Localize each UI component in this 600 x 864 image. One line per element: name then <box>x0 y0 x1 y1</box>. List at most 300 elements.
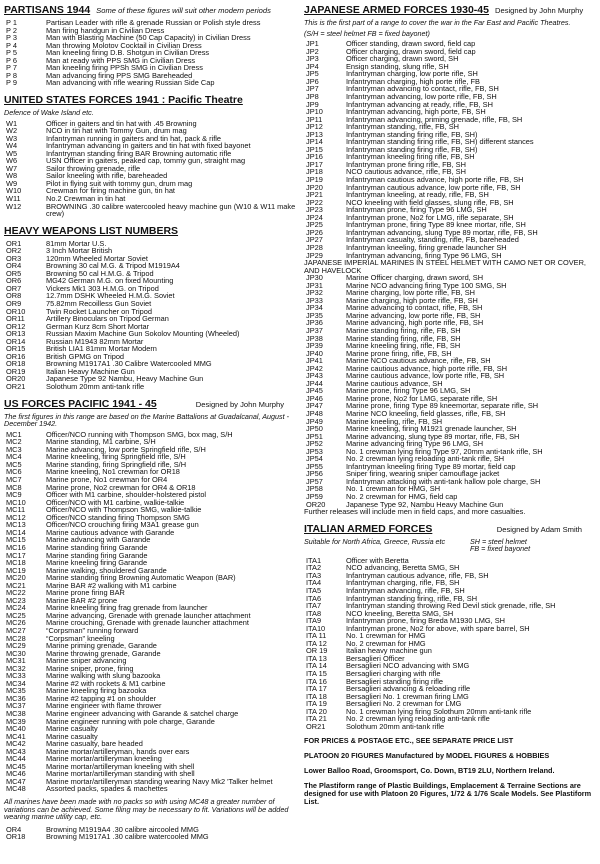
item-code: JP59 <box>306 492 323 501</box>
item-description: Marine standing firing, rifle, FB, SH <box>346 333 461 343</box>
item-description: Infantryman advancing, firing Type 96 LMG, SH <box>346 250 502 260</box>
item-description: Solothum 20mm anti-tank rifle <box>46 382 145 392</box>
item-code: JP46 <box>306 393 323 403</box>
item-description: Italian Heavy Machine Gun <box>46 366 135 376</box>
item-description: Marine prone, No2 crewman for OR4 & OR18 <box>46 482 196 492</box>
item-code: MC21 <box>6 580 26 590</box>
item-description: MG42 German M.G. on fixed Mounting <box>46 276 174 286</box>
item-code: MC9 <box>6 490 22 500</box>
item-code: OR9 <box>6 299 22 308</box>
item-description: Marine kneeling firing frag grenade from launcher <box>46 603 208 613</box>
item-description: Man at ready with PPS SMG in Civilian Dress <box>46 55 196 65</box>
item-code: JP16 <box>306 152 323 162</box>
item-code: P 4 <box>6 40 17 50</box>
item-description: Marine mortar/artilleryman kneeling <box>46 754 162 764</box>
item-code: MC31 <box>6 656 26 666</box>
item-description: Marine casualty <box>46 724 98 734</box>
item-description: Marine prone firing, rifle, FB, SH <box>346 348 452 358</box>
item-code: W10 <box>6 186 22 196</box>
item-description: Marine standing firing Browning Automatic Weapon (BAR) <box>46 573 236 583</box>
item-description: 81mm Mortar U.S. <box>46 238 107 248</box>
item-description: Vickers Mk1 303 H.M.G. on Tripod <box>46 283 159 293</box>
item-description: Infantryman standing firing rifle, FB, SH) <box>346 129 478 139</box>
item-code: OR2 <box>6 246 22 256</box>
item-code: OR4 <box>6 261 22 271</box>
item-description: Infantryman kneeling firing Type 89 mortar, field cap <box>346 461 516 471</box>
item-description: Infantryman kneeling firing rifle, FB, SH <box>346 152 475 162</box>
item-code: MC27 <box>6 625 26 635</box>
item-code: ITA 16 <box>306 676 327 686</box>
item-code: OR3 <box>6 253 22 263</box>
item-description: Marine charging, high porte rifle, FB, SH <box>346 295 478 305</box>
item-code: JP19 <box>306 175 323 185</box>
item-description: Infantryman advancing to contact, rifle, FB, SH <box>346 84 499 94</box>
item-code: MC17 <box>6 550 26 560</box>
section-header <box>304 523 596 535</box>
item-description: Bersaglieri No. 2 crewman for LMG <box>346 699 462 709</box>
item-code: JP55 <box>306 461 323 471</box>
item-code: MC3 <box>6 444 22 454</box>
item-description: Artillery Binoculars on Tripod German <box>46 314 169 324</box>
item-code: JP50 <box>306 424 323 434</box>
item-description: Infantryman advancing, priming grenade, rifle, FB, SH <box>346 114 523 124</box>
item-code: ITA4 <box>306 578 322 588</box>
item-description: Marine advancing with Garande <box>46 535 151 545</box>
designer-credit: Designed by John Murphy <box>494 6 584 15</box>
item-code: ITA 14 <box>306 661 327 671</box>
item-description: Bersaglieri Officer <box>346 653 405 663</box>
item-description: Infantryman cautious advance, high porte rifle, FB, SH <box>346 175 524 185</box>
item-description: 12.7mm DSHK Wheeled H.M.G. Soviet <box>46 291 175 301</box>
item-code: MC43 <box>6 746 26 756</box>
item-description: Marine advancing, high porte rifle, FB, SH <box>346 318 484 328</box>
item-description: Assorted packs, spades & machettes <box>46 784 168 794</box>
item-code: MC30 <box>6 648 26 658</box>
item-description: Infantryman advancing, high porte, FB, SH <box>346 107 486 117</box>
item-description: Marine kneeling, firing Springfield rifle, S/H <box>46 452 186 462</box>
item-code: MC39 <box>6 716 26 726</box>
item-code: JP14 <box>306 137 323 147</box>
footer-line: Lower Balloo Road, Groomsport, Co. Down, BT19 2LU, Northern Ireland. <box>304 766 555 776</box>
item-description: No. 1 crewman for HMG, SH <box>346 484 441 494</box>
item-description: Marine kneeling, rifle, FB, SH <box>346 416 443 426</box>
item-description: Infantryman kneeling, firing grenade launcher SH <box>346 242 507 252</box>
item-description: Ensign standing, slung rifle, SH <box>346 61 449 71</box>
item-description: Officer/NCO standing firing Thompson SMG <box>46 512 190 522</box>
item-code: JP42 <box>306 363 323 373</box>
item-code: JP37 <box>306 325 323 335</box>
item-description: Marine cautious advance with Garande <box>46 527 175 537</box>
item-code: JP44 <box>306 378 323 388</box>
section-header <box>4 225 298 237</box>
left-column <box>4 4 298 848</box>
item-description: Officer in gaiters and tin hat with .45 Browning <box>46 118 197 128</box>
item-code: W7 <box>6 163 18 173</box>
item-description: Marine advancing, low porte Springfield rifle, S/H <box>46 444 206 454</box>
item-description: Marine charging, low porte rifle, FB, SH <box>346 288 475 298</box>
item-description: Marine walking, shouldered Garande <box>46 565 167 575</box>
subsection-heading: JAPANESE IMPERIAL MARINES IN STEEL HELMET WITH CAMO NET OR COVER, AND HAVELOCK <box>304 258 586 275</box>
item-code: ITA9 <box>306 616 322 626</box>
item-code: W5 <box>6 148 18 158</box>
item-code: W11 <box>6 193 21 203</box>
item-code: OR7 <box>6 283 22 293</box>
item-description: Officer standing, drawn sword, field cap <box>346 39 476 49</box>
section-note: Further releases will include men in field caps, and more casualties. <box>304 507 526 517</box>
item-code: W8 <box>6 171 18 181</box>
item-code: ITA 13 <box>306 653 327 663</box>
item-code: P 6 <box>6 55 17 65</box>
item-description: Officer/NCO with Thompson SMG, walkie-talkie <box>46 505 202 515</box>
item-code: P 9 <box>6 78 17 88</box>
item-description: Marine advancing, low porte rifle, FB, SH <box>346 310 481 320</box>
designer-credit: Designed by John Murphy <box>195 399 284 409</box>
item-description: No. 2 crewman lying reloading anti-tank rifle, SH <box>346 454 505 464</box>
item-code: JP36 <box>306 318 323 328</box>
item-code: MC38 <box>6 708 26 718</box>
item-description: Infantryman casualty, standing, rifle, FB, bareheaded <box>346 235 519 245</box>
item-description: Russian Maxim Machine Gun Sokolov Mounting (Wheeled) <box>46 329 240 339</box>
item-code: MC25 <box>6 610 26 620</box>
item-code: MC10 <box>6 497 26 507</box>
item-code: JP25 <box>306 220 323 230</box>
item-code: MC48 <box>6 784 26 794</box>
item-description: British GPMG on Tripod <box>46 351 125 361</box>
item-code: JP56 <box>306 469 323 479</box>
item-code: MC4 <box>6 452 22 462</box>
item-code: MC15 <box>6 535 26 545</box>
abbr-fb: FB = fixed bayonet <box>470 544 531 554</box>
item-code: OR18 <box>6 832 26 842</box>
item-code: JP15 <box>306 144 323 154</box>
item-code: MC23 <box>6 595 26 605</box>
item-description: Browning M1917A1 .30 Calibre Watercooled MMG <box>46 359 212 369</box>
item-code: ITA2 <box>306 563 322 573</box>
item-description: Infantryman standing firing rifle, FB, SH) different stances <box>346 137 534 147</box>
item-code: JP27 <box>306 235 323 245</box>
item-code: JP24 <box>306 212 323 222</box>
abbr-sh: SH = steel helmet <box>470 536 527 546</box>
item-description: Marine standing firing Garande <box>46 550 148 560</box>
item-code: W2 <box>6 126 18 136</box>
item-code: JP51 <box>306 431 323 441</box>
item-description: Sailor throwing grenade, rifle <box>46 163 141 173</box>
suitability-note: Suitable for North Africa, Greece, Russia etc <box>304 536 446 546</box>
item-description: Infantryman prone, No2 for LMG, rifle separate, SH <box>346 212 514 222</box>
item-code: JP4 <box>306 61 319 71</box>
item-code: OR10 <box>6 306 26 316</box>
item-code: JP10 <box>306 107 323 117</box>
item-code: W12 <box>6 201 22 211</box>
item-description: Infantryman charging, low porte rifle, SH <box>346 69 478 79</box>
item-description: Infantryman advancing, rifle, FB, SH <box>346 586 465 596</box>
item-code: OR1 <box>6 238 22 248</box>
item-code: MC16 <box>6 542 26 552</box>
item-description: Infantryman charging, rifle, FB, SH <box>346 578 460 588</box>
section <box>4 225 298 391</box>
item-code: JP43 <box>306 371 323 381</box>
item-code: P 7 <box>6 63 17 73</box>
item-code: JP32 <box>306 288 323 298</box>
item-description: No. 1 crewman for HMG <box>346 631 426 641</box>
item-code: JP18 <box>306 167 323 177</box>
item-code: MC35 <box>6 686 26 696</box>
item-code: W3 <box>6 133 18 143</box>
item-code: JP23 <box>306 205 323 215</box>
item-description: Infantryman prone, firing Breda M1930 LMG, SH <box>346 616 505 626</box>
item-code: JP7 <box>306 84 319 94</box>
item-code: ITA 17 <box>306 684 327 694</box>
item-code: MC12 <box>6 512 26 522</box>
section-header <box>304 4 596 16</box>
abbreviations <box>470 538 530 553</box>
item-code: MC47 <box>6 776 26 786</box>
item-description: Marine casualty, bare headed <box>46 739 143 749</box>
section <box>304 523 596 731</box>
item-description: Infantryman advancing, slung Type 89 mortar, rifle, FB, SH <box>346 227 538 237</box>
item-code: MC42 <box>6 739 26 749</box>
item-code: ITA 11 <box>306 631 327 641</box>
item-description: Marine Officer charging, drawn sword, SH <box>346 273 484 283</box>
section <box>4 398 298 841</box>
item-code: MC44 <box>6 754 26 764</box>
section-title-note: Some of these figures will suit other modern periods <box>96 6 271 15</box>
item-description: Man advancing with rifle wearing Russian Side Cap <box>46 78 215 88</box>
item-code: ITA 15 <box>306 669 327 679</box>
item-description: Marine standing, firing Springfield rifle, S/H <box>46 459 187 469</box>
item-code: JP35 <box>306 310 323 320</box>
item-description: Partisan Leader with rifle & grenade Russian or Polish style dress <box>46 18 261 27</box>
item-code: ITA10 <box>306 623 326 633</box>
item-code: MC29 <box>6 641 26 651</box>
item-code: ITA 20 <box>306 706 327 716</box>
item-code: ITA 12 <box>306 638 327 648</box>
item-description: Marine engineer with flame thrower <box>46 701 162 711</box>
item-code: OR 19 <box>306 646 328 656</box>
item-description: Marine kneeling firing bazooka <box>46 686 147 696</box>
section-subtitle <box>304 538 596 553</box>
item-description: Bersaglieri standing firing rifle <box>346 676 443 686</box>
section-subtitle: The first figures in this range are based on the Marine Battalions at Guadalcanal, August - December 1942. <box>4 411 289 429</box>
item-code: JP9 <box>306 99 319 109</box>
item-code: JP41 <box>306 356 323 366</box>
item-description: Italian heavy machine gun <box>346 646 432 656</box>
item-description: Marine prone firing BAR <box>46 588 125 598</box>
right-column <box>304 4 596 806</box>
item-description: Marine advancing, Grenade with grenade launcher attachment <box>46 610 251 620</box>
item-description: Infantryman prone, firing Type 96 LMG, SH <box>346 205 487 215</box>
item-description: Marine advancing to contact, rifle, FB, SH <box>346 303 483 313</box>
item-code: JP17 <box>306 159 323 169</box>
item-code: JP20 <box>306 182 323 192</box>
item-description: Bersaglieri No. 1 crewman firing LMG <box>346 691 469 701</box>
item-description: Marine advancing, slung type 89 mortar, rifle, FB, SH <box>346 431 520 441</box>
item-code: P 8 <box>6 70 17 80</box>
section-subtitle: Defence of Wake Island etc. <box>4 107 94 117</box>
item-description: Marine walking with slung bazooka <box>46 671 161 681</box>
item-code: ITA1 <box>306 555 322 565</box>
item-description: Browning M1919A4 .30 calibre aircooled MMG <box>46 824 199 834</box>
item-description: Marine engineer advancing with Garande & satchel charge <box>46 708 239 718</box>
item-description: Bersaglieri NCO advancing with SMG <box>346 661 470 671</box>
item-code: MC28 <box>6 633 26 643</box>
item-description: Infantryman kneeling, at ready, rifle, FB, SH <box>346 190 489 200</box>
item-description: Marine throwing grenade, Garande <box>46 648 161 658</box>
item-code: W4 <box>6 141 18 151</box>
item-description: Marine #2 tapping #1 on shoulder <box>46 693 157 703</box>
item-code: P 1 <box>6 18 17 27</box>
item-code: OR21 <box>306 721 326 731</box>
item-description: Marine kneeling, firing M1921 grenade launcher, SH <box>346 424 517 434</box>
item-code: JP58 <box>306 484 323 494</box>
item-description: Marine sniper advancing <box>46 656 127 666</box>
item-description: Marine kneeling firing Garande <box>46 558 148 568</box>
item-code: JP5 <box>306 69 319 79</box>
section-header <box>4 4 298 16</box>
item-description: Russian M1943 82mm Mortar <box>46 336 144 346</box>
item-code: JP21 <box>306 190 323 200</box>
item-description: Officer charging, drawn sword, field cap <box>346 46 476 56</box>
item-code: ITA3 <box>306 570 322 580</box>
item-code: W1 <box>6 118 18 128</box>
item-description: Marine standing, M1 carbine, S/H <box>46 437 156 447</box>
item-code: JP8 <box>306 92 319 102</box>
section-title: UNITED STATES FORCES 1941 : Pacific Theatre <box>4 93 243 106</box>
item-code: JP57 <box>306 476 323 486</box>
item-description: 3 Inch Mortar British <box>46 246 113 256</box>
item-code: MC26 <box>6 618 26 628</box>
item-description: NCO kneeling with field glasses, slung rifle, FB, SH <box>346 197 514 207</box>
item-description: No. 2 crewman lying reloading anti-tank rifle <box>346 714 490 724</box>
item-description: Japanese Type 92 Nambu, Heavy Machine Gun <box>46 374 204 384</box>
item-description: Marine BAR #2 walking with M1 carbine <box>46 580 177 590</box>
item-description: Browning M1917A1 .30 calibre watercooled MMG <box>46 832 209 842</box>
item-code: OR21 <box>6 382 26 392</box>
item-code: JP45 <box>306 386 323 396</box>
item-code: OR15 <box>6 344 26 354</box>
item-description: Marine engineer running with pole charge, Garande <box>46 716 215 726</box>
item-description: Marine advancing firing Type 96 LMG, SH <box>346 439 484 449</box>
designer-credit: Designed by Adam Smith <box>496 524 582 534</box>
section <box>4 94 298 218</box>
item-code: ITA8 <box>306 608 322 618</box>
item-code: JP29 <box>306 250 323 260</box>
item-code: MC36 <box>6 693 26 703</box>
item-description: Solothum 20mm anti-tank rifle <box>346 721 445 731</box>
item-code: MC1 <box>6 429 22 439</box>
item-code: JP12 <box>306 122 323 132</box>
item-description: USN Officer in gaiters, peaked cap, tommy gun, straight mag <box>46 156 246 166</box>
item-code: ITA 18 <box>306 691 327 701</box>
item-code: JP40 <box>306 348 323 358</box>
item-description: Marine priming grenade, Garande <box>46 641 157 651</box>
item-code: JP11 <box>306 114 323 124</box>
item-code: P 5 <box>6 48 17 58</box>
item-description: Bersaglieri charging with rifle <box>346 669 441 679</box>
item-description: Marine #2 with rockets & M1 carbine <box>46 678 166 688</box>
item-description: Man kneeling firing D.B. Shotgun in Civilian Dress <box>46 48 210 58</box>
item-description: British LIA1 81mm Mortar Modern <box>46 344 157 354</box>
item-description: Marine mortar/artilleryman, hands over ears <box>46 746 190 756</box>
list-item <box>4 383 298 391</box>
item-description: Officer/NCO crouching firing M3A1 grease gun <box>46 520 199 530</box>
item-description: Marine mortar/artilleryman standing with shell <box>46 769 195 779</box>
item-description: Officer/NCO with M1 carbine, walkie-talkie <box>46 497 185 507</box>
section <box>4 4 298 87</box>
item-description: Officer with Beretta <box>346 555 409 565</box>
item-description: Man kneeling firing PPSh SMG in Civilian Dress <box>46 63 203 73</box>
item-description: Officer with M1 carbine, shoulder-holstered pistol <box>46 490 207 500</box>
item-code: MC45 <box>6 761 26 771</box>
section-header <box>4 398 298 410</box>
item-code: ITA 19 <box>306 699 327 709</box>
item-description: Marine standing firing Garande <box>46 542 148 552</box>
section-note: All marines have been made with no packs so with using MC48 a greater number of variations can be achieved. Some filing may be necessary to fit. Variations will be added wearing marine utility cap, etc. <box>4 797 289 822</box>
item-code: JP48 <box>306 408 323 418</box>
item-code: OR6 <box>6 276 22 286</box>
item-code: MC41 <box>6 731 26 741</box>
item-description: Man advancing firing PPS SMG Bareheaded <box>46 70 193 80</box>
section-header <box>4 94 298 106</box>
item-description: Infantryman charging, high porte rifle, FB <box>346 76 480 86</box>
item-code: MC6 <box>6 467 22 477</box>
item-description: Infantryman cautious advance, rifle, FB, SH <box>346 570 489 580</box>
section-title: JAPANESE ARMED FORCES 1930-45 <box>304 4 489 16</box>
item-description: No. 1 crewman lying firing Solothum 20mm anti-tank rifle <box>346 706 532 716</box>
item-code: MC46 <box>6 769 26 779</box>
list-item <box>4 833 298 841</box>
list-item <box>304 723 596 731</box>
item-description: Marine prone, firing Type 96 LMG, SH <box>346 386 471 396</box>
item-description: Marine kneeling firing, rifle, FB, SH <box>346 341 461 351</box>
item-code: JP34 <box>306 303 323 313</box>
item-code: JP33 <box>306 295 323 305</box>
item-description: Infantryman prone, firing Type 89 knee mortar, rifle, SH <box>346 220 526 230</box>
item-description: Officer/NCO running with Thompson SMG, box mag, S/H <box>46 429 233 439</box>
item-description: Infantryman advancing in gaiters and tin hat with fixed bayonet <box>46 141 251 151</box>
section-title: US FORCES PACIFIC 1941 - 45 <box>4 397 157 410</box>
footer-line: The Plastiform range of Plastic Buildings, Emplacement & Terraine Sections are designed for use with Platoon 20 Figures, 1/72 & 1/76 Scale Models. See Plastiform List. <box>304 781 592 807</box>
item-code: JP47 <box>306 401 323 411</box>
item-description: 75.82mm Recoilless Gun Soviet <box>46 299 152 308</box>
item-description: Infantryman standing firing rifle, FB, SH) <box>346 144 478 154</box>
list-item <box>4 79 298 87</box>
item-code: MC19 <box>6 565 26 575</box>
list-item <box>4 203 298 218</box>
item-code: MC11 <box>6 505 26 515</box>
item-description: No. 2 crewman for HMG, field cap <box>346 492 458 501</box>
item-code: JP39 <box>306 341 323 351</box>
item-code: JP6 <box>306 76 319 86</box>
item-code: P 2 <box>6 25 17 35</box>
item-description: Officer charging, drawn sword, SH <box>346 54 459 64</box>
item-code: OR20 <box>306 499 326 509</box>
item-description: “Corpsman” running forward <box>46 625 139 635</box>
item-description: NCO in tin hat with Tommy Gun, drum mag <box>46 126 187 136</box>
item-code: W9 <box>6 178 18 188</box>
item-description: Marine prone, firing Type 89 kneemortar, separate rifle, SH <box>346 401 539 411</box>
item-code: JP22 <box>306 197 323 207</box>
item-code: JP52 <box>306 439 323 449</box>
item-code: MC14 <box>6 527 26 537</box>
item-description: Marine prone, No1 crewman for OR4 <box>46 475 168 485</box>
item-description: Infantryman standing firing, rifle, FB, SH <box>346 593 478 603</box>
item-description: Marine mortar/artilleryman standing wearing Navy Mk2 'Talker helmet <box>46 776 273 786</box>
item-description: Sailor kneeling with rifle, bareheaded <box>46 171 168 181</box>
item-description: Man with Blasting Machine (50 Cap Capacity) in Civilian Dress <box>46 33 251 43</box>
item-description: Infantryman prone firing rifle, FB, SH <box>346 159 466 169</box>
item-code: JP13 <box>306 129 323 139</box>
